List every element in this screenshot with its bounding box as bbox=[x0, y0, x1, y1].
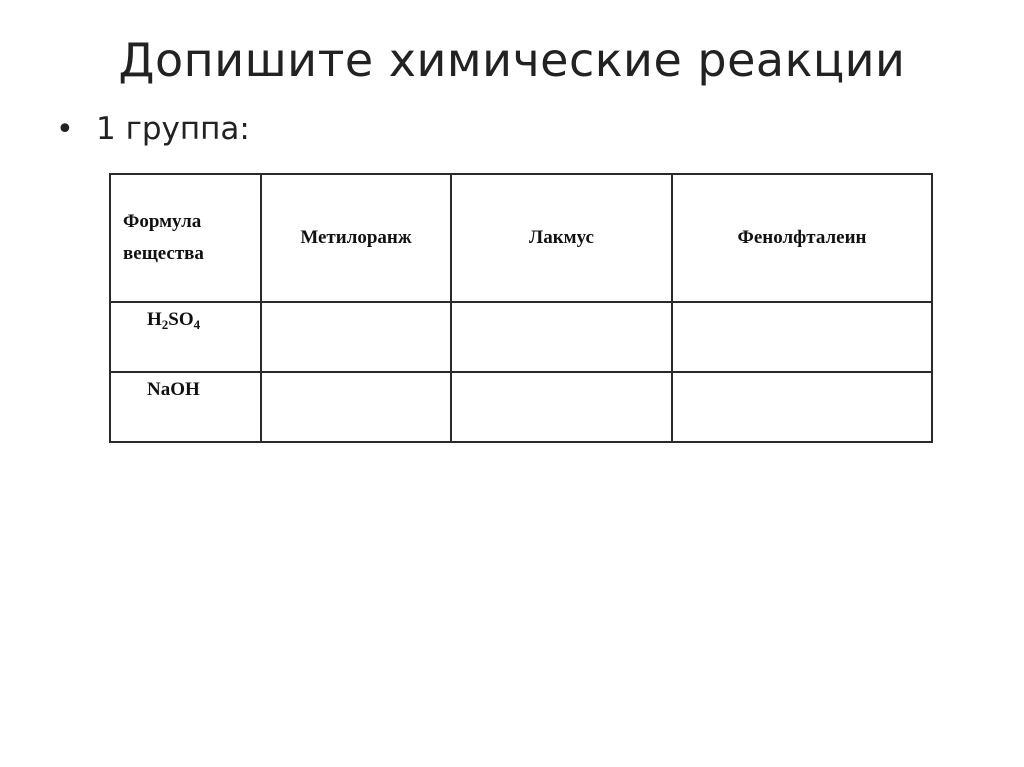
slide-title: Допишите химические реакции bbox=[118, 33, 906, 87]
cell-methylorange[interactable] bbox=[261, 372, 451, 442]
formula-so-text: SO bbox=[168, 309, 194, 330]
formula-subscript-2: 2 bbox=[161, 317, 169, 332]
bullet-marker: • bbox=[56, 111, 74, 147]
table-header-row bbox=[110, 174, 932, 302]
formula-cell-h2so4 bbox=[110, 302, 261, 372]
cell-litmus[interactable] bbox=[451, 302, 672, 372]
header-formula bbox=[110, 174, 261, 302]
indicator-table bbox=[109, 173, 933, 443]
header-methylorange: Метилоранж bbox=[261, 174, 451, 302]
formula-h-text: H bbox=[147, 309, 162, 330]
cell-phenolphthalein[interactable] bbox=[672, 372, 932, 442]
bullet-item bbox=[56, 104, 250, 154]
table-row bbox=[110, 302, 932, 372]
header-formula-line1: Формула bbox=[123, 211, 202, 232]
bullet-text: 1 группа: bbox=[96, 111, 250, 147]
header-formula-line2: вещества bbox=[123, 243, 204, 264]
formula-subscript-4: 4 bbox=[193, 317, 201, 332]
table-row bbox=[110, 372, 932, 442]
formula-cell-naoh: NaOH bbox=[110, 372, 261, 442]
cell-methylorange[interactable] bbox=[261, 302, 451, 372]
cell-litmus[interactable] bbox=[451, 372, 672, 442]
cell-phenolphthalein[interactable] bbox=[672, 302, 932, 372]
header-litmus: Лакмус bbox=[451, 174, 672, 302]
header-phenolphthalein: Фенолфталеин bbox=[672, 174, 932, 302]
